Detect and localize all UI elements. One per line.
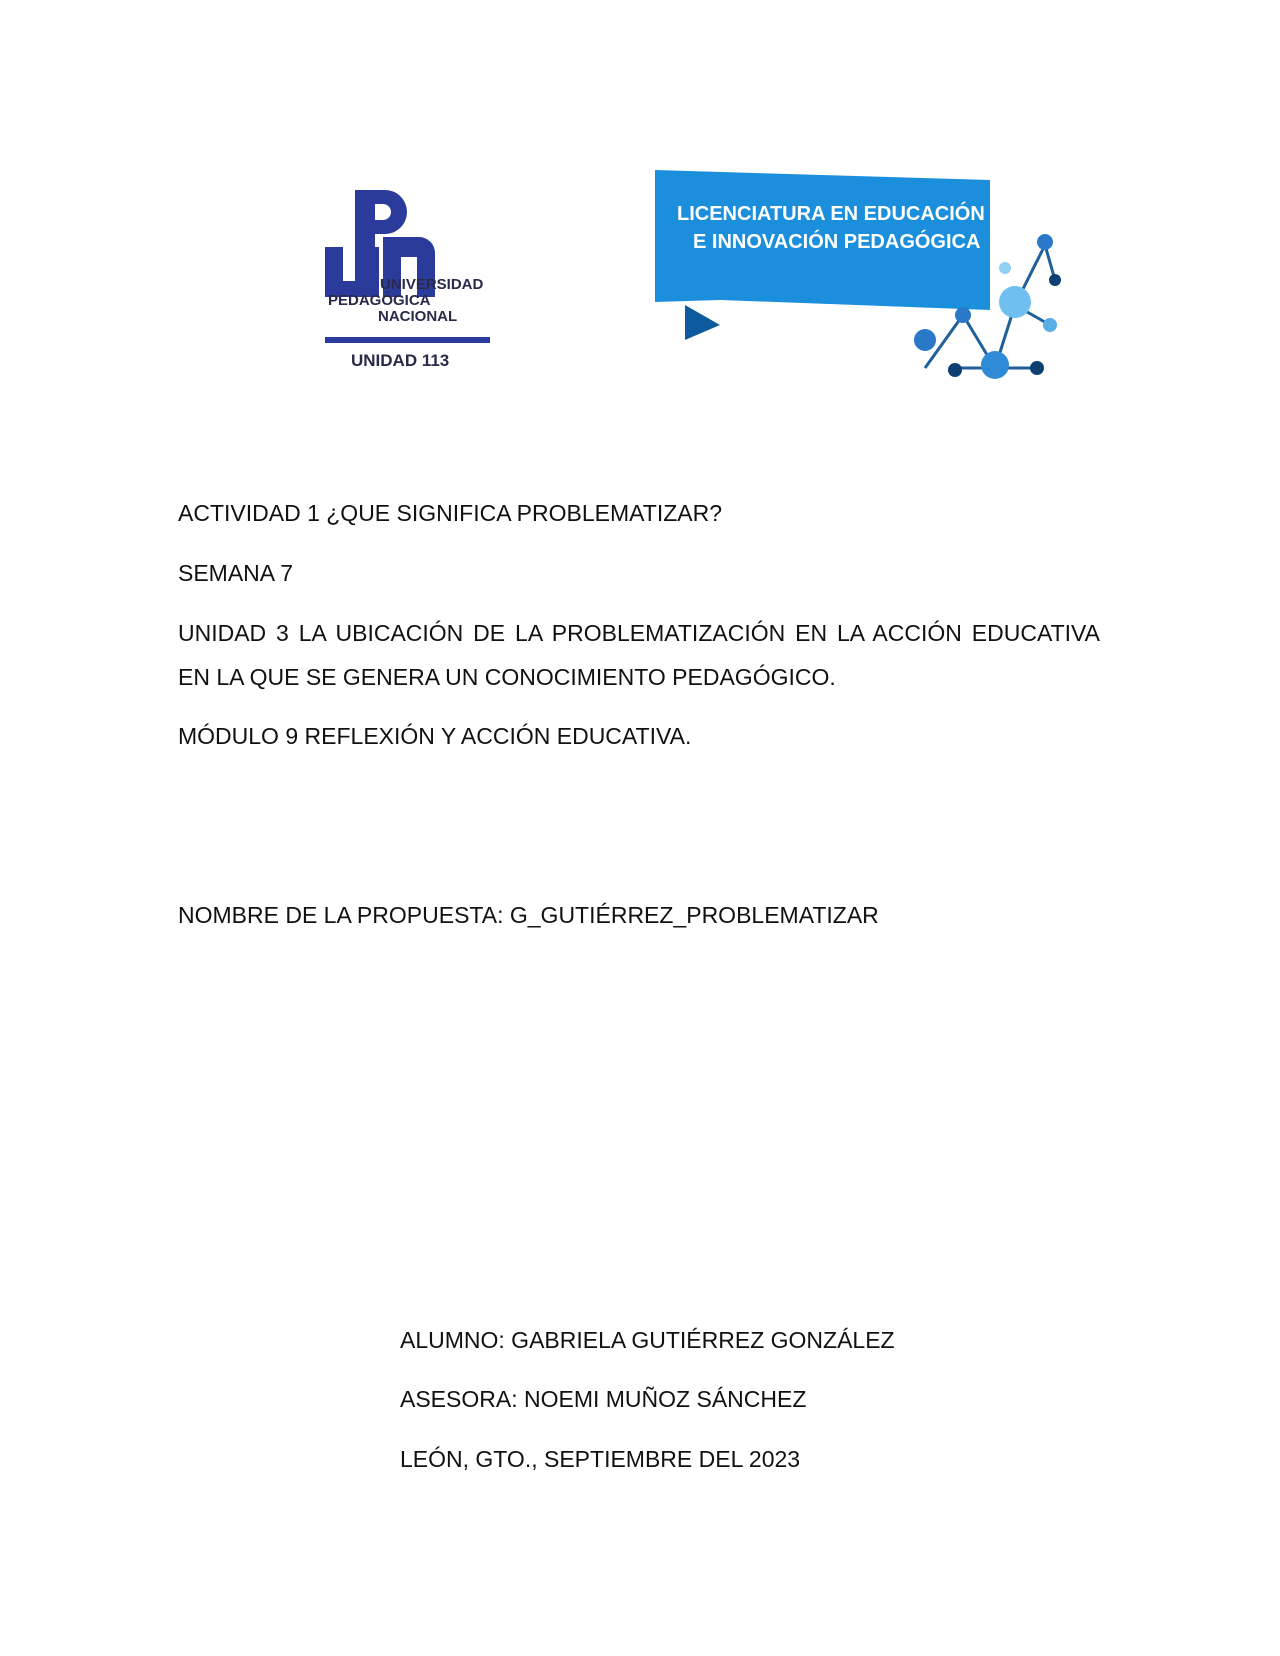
- unit-description: UNIDAD 3 LA UBICACIÓN DE LA PROBLEMATIZACIÓN EN LA ACCIÓN EDUCATIVA EN LA QUE SE GENERA UN CONOCIMIENTO PEDAGÓGICO.: [178, 620, 1100, 690]
- advisor-name: ASESORA: NOEMI MUÑOZ SÁNCHEZ: [400, 1386, 807, 1412]
- program-line1: LICENCIATURA EN EDUCACIÓN: [677, 203, 985, 225]
- program-line2: E INNOVACIÓN PEDAGÓGICA: [693, 231, 981, 253]
- upn-logo: [325, 185, 495, 370]
- place-date: LEÓN, GTO., SEPTIEMBRE DEL 2023: [400, 1446, 801, 1472]
- activity-title: ACTIVIDAD 1 ¿QUE SIGNIFICA PROBLEMATIZAR?: [178, 500, 723, 526]
- upn-line2: PEDAGÓGICA: [328, 292, 431, 309]
- proposal-name: NOMBRE DE LA PROPUESTA: G_GUTIÉRREZ_PROBLEMATIZAR: [178, 902, 879, 928]
- module-label: MÓDULO 9 REFLEXIÓN Y ACCIÓN EDUCATIVA.: [178, 723, 692, 749]
- student-name: ALUMNO: GABRIELA GUTIÉRREZ GONZÁLEZ: [400, 1327, 895, 1353]
- program-banner-logo: [655, 170, 1085, 390]
- upn-line1: UNIVERSIDAD: [380, 276, 484, 293]
- week-label: SEMANA 7: [178, 560, 294, 586]
- upn-line3: NACIONAL: [378, 308, 458, 325]
- upn-unit: UNIDAD 113: [351, 351, 450, 370]
